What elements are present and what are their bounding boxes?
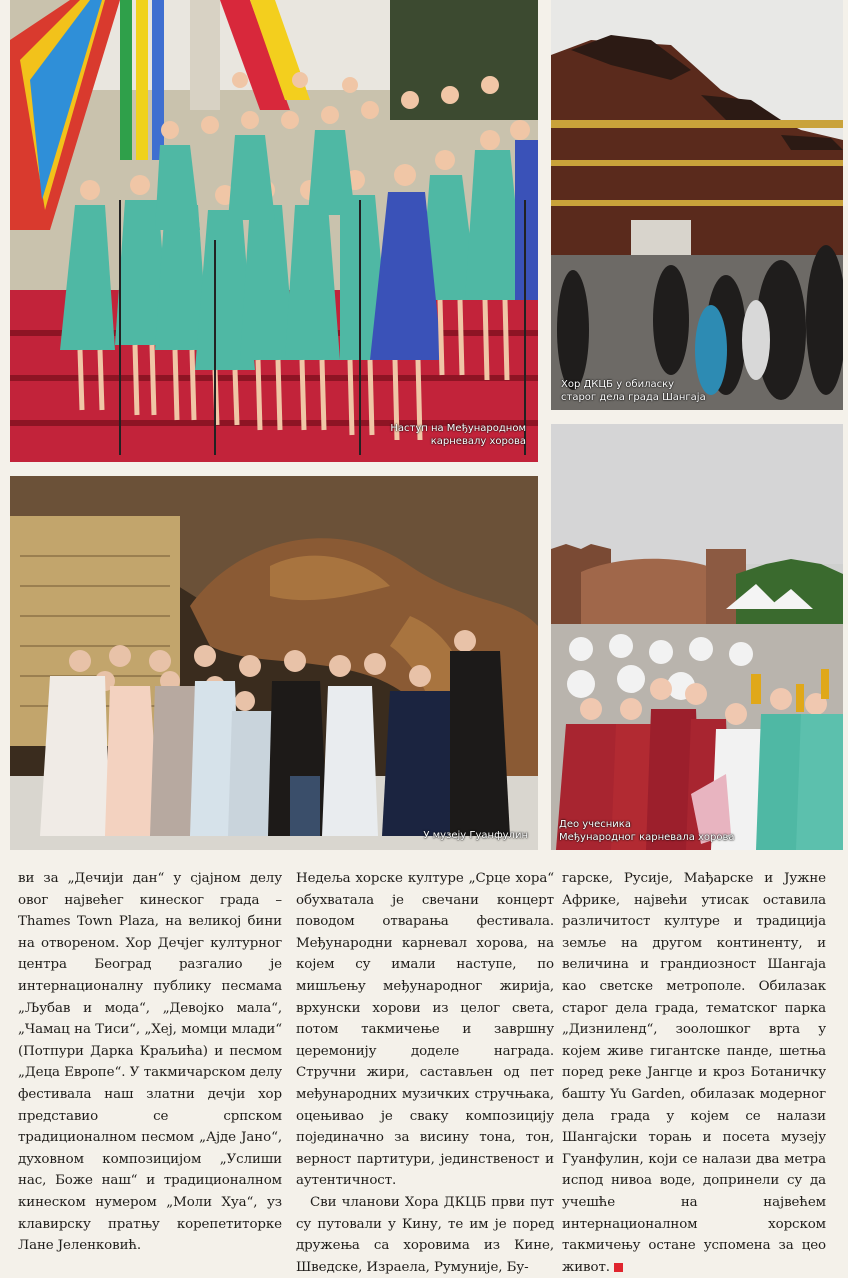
photo-choir-stage bbox=[10, 0, 538, 462]
old-town-image bbox=[551, 0, 843, 410]
article-paragraph: Сви чланови Хора ДКЦБ први пут су путовали у Кину, те им је поред дружења са хоровима из Кине, Шведске, Израела, Румуније, Бу- bbox=[296, 1194, 554, 1275]
caption-carnival: Део учесника Међународног карневала хорова bbox=[559, 819, 735, 843]
article-paragraph: ви за „Дечији дан“ у сјајном делу овог највећег кинеског града – Thames Town Plaza, на великој бини на отвореном. Хор Дечјег културног центра Београд разгалио је интернационалну публику песмама „Љубав и мода“, „Девојко мала“, „Чамац на Тиси“, „Хеј, момци млади“ (Потпури Дарка Краљића) и песмом „Деца Европе“. У такмичарском делу фестивала наш златни дечји хор представио се српском традиционалном песмом „Ајде Јано“, духовном композицијом „Услиши нас, Боже наш“ и традиционалном кинеском нумером „Моли Хуа“, уз клавирску пратњу корепетиторке Лане Јеленковић. bbox=[18, 871, 282, 1254]
article-paragraph: Недеља хорске културе „Срце хора“ обухватала је свечани концерт поводом отварања фестивала. Међународни карневал хорова, на којем су имали наступе, по мишљењу међународног жирија, врхунски хорови из целог света, потом такмичење и завршну церемонију доделе награда. Стручни жири, састављен од пет међународних музичких стручњака, оцењивао је сваку композицију појединачно за висину тона, тон, верност партитури, јединственост и аутентичност. bbox=[296, 871, 554, 1189]
article-column-2 bbox=[296, 868, 554, 1278]
photo-old-town bbox=[551, 0, 843, 410]
article-paragraph bbox=[562, 868, 826, 1278]
article-column-1 bbox=[18, 868, 282, 1257]
choir-stage-image bbox=[10, 0, 538, 462]
photo-museum bbox=[10, 476, 538, 850]
article-column-3 bbox=[562, 868, 826, 1278]
museum-image bbox=[10, 476, 538, 850]
end-mark-icon bbox=[614, 1263, 623, 1272]
caption-museum: У музеју Гуанфулин bbox=[423, 830, 528, 841]
caption-old-town: Хор ДКЦБ у обиласку старог дела града Шангаја bbox=[561, 379, 706, 403]
carnival-image bbox=[551, 424, 843, 850]
caption-choir-stage: Наступ на Међународном карневалу хорова bbox=[390, 423, 526, 447]
photo-carnival bbox=[551, 424, 843, 850]
article-paragraph-text: гарске, Русије, Мађарске и Јужне Африке, највећи утисак оставила различитост културе и традиција земље на другом континенту, и величина и грандиозност Шангаја као светске метрополе. Обилазак старог дела града, тематског парка „Дизниленд“, зоолошког врта у којем живе гигантске панде, шетња поред реке Јангце и кроз Ботаничку башту Yu Garden, обилазак модерног дела града у којем се налази Шангајски торањ и посета музеју Гуанфулин, који се налази два метра испод нивоа воде, допринели су да учешће на највећем интернационалном хорском такмичењу остане успомена за цео живот. bbox=[562, 871, 826, 1275]
